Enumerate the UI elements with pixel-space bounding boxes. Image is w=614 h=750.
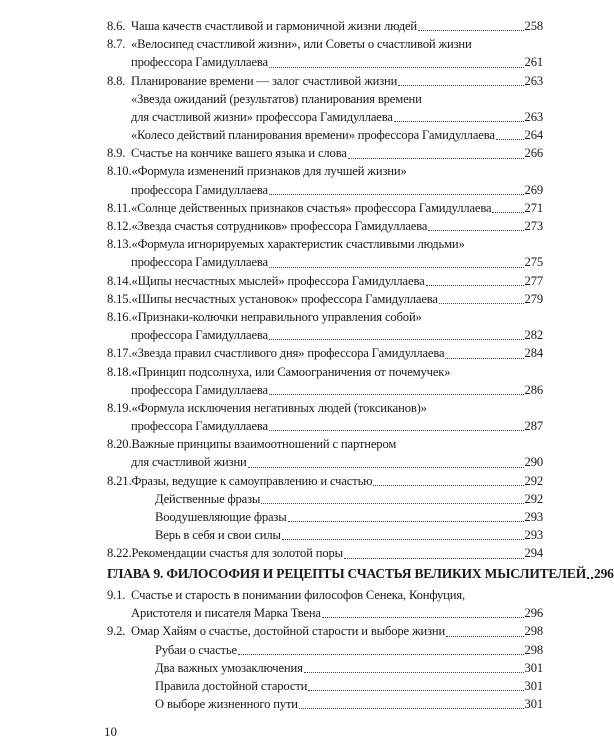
table-of-contents-chapter-9 xyxy=(107,586,543,713)
toc-page-number: 284 xyxy=(524,346,543,361)
toc-entry-title: Чаша качеств счастливой и гармоничной жизни людей xyxy=(131,18,417,33)
dot-leader xyxy=(496,139,524,140)
toc-line xyxy=(107,199,543,217)
toc-line xyxy=(107,399,543,417)
dot-leader xyxy=(261,503,523,504)
toc-line xyxy=(107,641,543,659)
toc-entry xyxy=(107,622,543,640)
toc-page-number: 294 xyxy=(524,546,543,561)
toc-entry-number: 8.20. xyxy=(107,437,132,452)
dot-leader xyxy=(269,430,524,431)
toc-page-number: 271 xyxy=(524,200,543,215)
toc-entry xyxy=(107,526,543,544)
toc-entry-title: Два важных умозаключения xyxy=(155,660,303,675)
toc-entry-number: 8.7. xyxy=(107,37,126,52)
toc-line xyxy=(107,508,543,526)
toc-line xyxy=(107,72,543,90)
toc-entry-title: «Формула игнорируемых характеристик счастливыми людьми» xyxy=(131,237,465,252)
toc-entry-title: Счастье и старость в понимании философов Сенека, Конфуция, xyxy=(131,587,465,602)
toc-entry xyxy=(107,144,543,162)
toc-page-number: 263 xyxy=(524,109,543,124)
toc-entry-number: 8.21. xyxy=(107,473,132,488)
toc-entry-title: Омар Хайям о счастье, достойной старости и выборе жизни xyxy=(131,624,446,639)
toc-page-number: 293 xyxy=(524,528,543,543)
toc-entry xyxy=(107,199,543,217)
toc-page-number: 298 xyxy=(524,642,543,657)
dot-leader xyxy=(439,303,524,304)
dot-leader xyxy=(446,636,523,637)
toc-entry-title: Действенные фразы xyxy=(155,491,261,506)
toc-page-number: 301 xyxy=(524,678,543,693)
toc-entry-number: 8.15. xyxy=(107,291,132,306)
toc-entry-number: 8.17. xyxy=(107,346,132,361)
dot-leader xyxy=(418,30,524,31)
chapter-heading xyxy=(107,564,614,584)
toc-line xyxy=(107,472,543,490)
dot-leader xyxy=(269,267,524,268)
toc-entry-number: 8.8. xyxy=(107,73,126,88)
toc-entry-title: «Признаки-колючки неправильного управления собой» xyxy=(131,309,422,324)
toc-entry-title: «Солнце действенных признаков счастья» профессора Гамидуллаева xyxy=(131,200,492,215)
toc-entry xyxy=(107,235,543,271)
toc-line xyxy=(107,695,543,713)
toc-page-number: 301 xyxy=(524,660,543,675)
toc-entry-number: 8.10. xyxy=(107,164,132,179)
toc-entry-title: «Звезда правил счастливого дня» профессора Гамидуллаева xyxy=(131,346,445,361)
toc-entry-title: «Щипы несчастных мыслей» профессора Гамидуллаева xyxy=(131,273,425,288)
toc-entry-number: 8.14. xyxy=(107,273,132,288)
toc-entry xyxy=(107,72,543,90)
toc-page-number: 293 xyxy=(524,510,543,525)
toc-line xyxy=(107,677,543,695)
toc-entry xyxy=(107,659,543,677)
toc-line xyxy=(107,381,543,399)
toc-line xyxy=(107,326,543,344)
toc-page-number: 292 xyxy=(524,473,543,488)
toc-line xyxy=(107,181,543,199)
toc-page-number: 258 xyxy=(524,18,543,33)
dot-leader xyxy=(492,212,523,213)
dot-leader xyxy=(344,558,524,559)
dot-leader xyxy=(269,339,524,340)
toc-line xyxy=(107,490,543,508)
dot-leader xyxy=(348,158,524,159)
table-of-contents xyxy=(107,17,543,563)
toc-line xyxy=(107,604,543,622)
dot-leader xyxy=(238,654,524,655)
toc-entry-title: Воодушевляющие фразы xyxy=(155,510,287,525)
toc-line xyxy=(107,586,543,604)
toc-entry-title: «Формула исключения негативных людей (токсиканов)» xyxy=(131,400,427,415)
toc-entry xyxy=(107,472,543,490)
toc-line xyxy=(107,53,543,71)
dot-leader xyxy=(248,467,524,468)
toc-line xyxy=(107,163,543,181)
toc-entry xyxy=(107,641,543,659)
chapter-page-number: 296 xyxy=(594,566,614,581)
toc-entry xyxy=(107,363,543,399)
toc-entry-title: Аристотеля и писателя Марка Твена xyxy=(131,606,321,621)
toc-line xyxy=(107,272,543,290)
toc-entry xyxy=(107,695,543,713)
toc-page-number: 261 xyxy=(524,55,543,70)
toc-entry-title: профессора Гамидуллаева xyxy=(131,55,268,70)
toc-page-number: 287 xyxy=(524,419,543,434)
page-number: 10 xyxy=(104,724,117,739)
toc-page-number: 269 xyxy=(524,182,543,197)
toc-entry-title: «Шипы несчастных установок» профессора Гамидуллаева xyxy=(131,291,438,306)
toc-line xyxy=(107,90,543,108)
toc-line xyxy=(107,35,543,53)
toc-entry-title: профессора Гамидуллаева xyxy=(131,419,268,434)
toc-entry xyxy=(107,90,543,126)
toc-entry xyxy=(107,435,543,471)
toc-line xyxy=(107,17,543,35)
toc-line xyxy=(107,108,543,126)
toc-entry xyxy=(107,35,543,71)
toc-page-number: 296 xyxy=(524,606,543,621)
toc-entry-number: 8.9. xyxy=(107,146,126,161)
toc-entry-title: Рекомендации счастья для золотой поры xyxy=(131,546,343,561)
toc-entry xyxy=(107,290,543,308)
toc-entry-number: 9.1. xyxy=(107,587,126,602)
dot-leader xyxy=(288,521,524,522)
toc-entry-number: 8.13. xyxy=(107,237,132,252)
toc-entry xyxy=(107,217,543,235)
toc-page-number: 275 xyxy=(524,255,543,270)
dot-leader xyxy=(398,85,523,86)
toc-entry-title: для счастливой жизни xyxy=(131,455,247,470)
toc-entry-title: «Принцип подсолнуха, или Самоограничения от почемучек» xyxy=(131,364,451,379)
toc-entry-title: О выборе жизненного пути xyxy=(155,697,298,712)
dot-leader xyxy=(428,230,523,231)
toc-entry xyxy=(107,126,543,144)
dot-leader xyxy=(269,194,524,195)
toc-entry-number: 8.6. xyxy=(107,18,126,33)
toc-page-number: 266 xyxy=(524,146,543,161)
toc-entry-title: профессора Гамидуллаева xyxy=(131,182,268,197)
toc-line xyxy=(107,363,543,381)
dot-leader xyxy=(373,485,523,486)
chapter-title: ГЛАВА 9. ФИЛОСОФИЯ И РЕЦЕПТЫ СЧАСТЬЯ ВЕЛИКИХ МЫСЛИТЕЛЕЙ xyxy=(107,566,587,581)
dot-leader xyxy=(304,672,524,673)
toc-entry-number: 8.18. xyxy=(107,364,132,379)
toc-line xyxy=(107,253,543,271)
toc-page-number: 301 xyxy=(524,697,543,712)
toc-entry xyxy=(107,508,543,526)
toc-page-number: 286 xyxy=(524,382,543,397)
toc-page-number: 292 xyxy=(524,491,543,506)
toc-entry-title: Важные принципы взаимоотношений с партнером xyxy=(131,437,397,452)
toc-entry-title: «Звезда счастья сотрудников» профессора Гамидуллаева xyxy=(131,219,428,234)
toc-entry-number: 8.19. xyxy=(107,400,132,415)
toc-page-number: 290 xyxy=(524,455,543,470)
toc-entry-number: 9.2. xyxy=(107,624,126,639)
toc-entry-number: 8.11. xyxy=(107,200,131,215)
toc-entry xyxy=(107,344,543,362)
toc-line xyxy=(107,235,543,253)
toc-entry-title: «Колесо действий планирования времени» профессора Гамидуллаева xyxy=(131,128,495,143)
toc-entry-title: Планирование времени — залог счастливой жизни xyxy=(131,73,398,88)
toc-entry-title: Фразы, ведущие к самоуправлению и счастью xyxy=(131,473,373,488)
toc-entry xyxy=(107,163,543,199)
dot-leader xyxy=(269,67,524,68)
dot-leader xyxy=(445,358,523,359)
dot-leader xyxy=(269,394,524,395)
toc-entry-number: 8.12. xyxy=(107,219,132,234)
dot-leader xyxy=(282,539,524,540)
toc-line xyxy=(107,144,543,162)
toc-entry xyxy=(107,17,543,35)
toc-line xyxy=(107,344,543,362)
dot-leader xyxy=(322,617,524,618)
toc-entry xyxy=(107,677,543,695)
toc-entry xyxy=(107,544,543,562)
toc-line xyxy=(107,217,543,235)
toc-entry-title: профессора Гамидуллаева xyxy=(131,255,268,270)
dot-leader xyxy=(308,690,523,691)
toc-entry-title: Верь в себя и свои силы xyxy=(155,528,281,543)
dot-leader xyxy=(394,121,524,122)
toc-entry-number: 8.22. xyxy=(107,546,132,561)
toc-entry-number: 8.16. xyxy=(107,309,132,324)
toc-line xyxy=(107,417,543,435)
toc-line xyxy=(107,435,543,453)
toc-entry-title: профессора Гамидуллаева xyxy=(131,382,268,397)
toc-page-number: 277 xyxy=(524,273,543,288)
toc-line xyxy=(107,659,543,677)
toc-line xyxy=(107,126,543,144)
toc-entry xyxy=(107,490,543,508)
toc-entry xyxy=(107,399,543,435)
toc-entry-title: для счастливой жизни» профессора Гамидуллаева xyxy=(131,109,393,124)
toc-entry-title: профессора Гамидуллаева xyxy=(131,328,268,343)
toc-entry-title: Правила достойной старости xyxy=(155,678,308,693)
toc-entry xyxy=(107,586,543,622)
dot-leader xyxy=(587,577,593,579)
toc-line xyxy=(107,290,543,308)
toc-entry-title: Счастье на кончике вашего языка и слова xyxy=(131,146,347,161)
toc-entry-title: «Формула изменений признаков для лучшей жизни» xyxy=(131,164,407,179)
toc-page-number: 273 xyxy=(524,219,543,234)
toc-entry-title: Рубаи о счастье xyxy=(155,642,237,657)
toc-line xyxy=(107,526,543,544)
toc-page-number: 264 xyxy=(524,128,543,143)
toc-page-number: 298 xyxy=(524,624,543,639)
toc-line xyxy=(107,544,543,562)
toc-entry-title: «Звезда ожиданий (результатов) планирования времени xyxy=(131,91,422,106)
toc-page-number: 282 xyxy=(524,328,543,343)
toc-entry xyxy=(107,308,543,344)
toc-line xyxy=(107,308,543,326)
toc-entry-title: «Велосипед счастливой жизни», или Советы о счастливой жизни xyxy=(131,37,472,52)
toc-line xyxy=(107,454,543,472)
toc-entry xyxy=(107,272,543,290)
toc-line xyxy=(107,622,543,640)
toc-page-number: 279 xyxy=(524,291,543,306)
dot-leader xyxy=(426,285,524,286)
toc-page-number: 263 xyxy=(524,73,543,88)
dot-leader xyxy=(299,708,524,709)
